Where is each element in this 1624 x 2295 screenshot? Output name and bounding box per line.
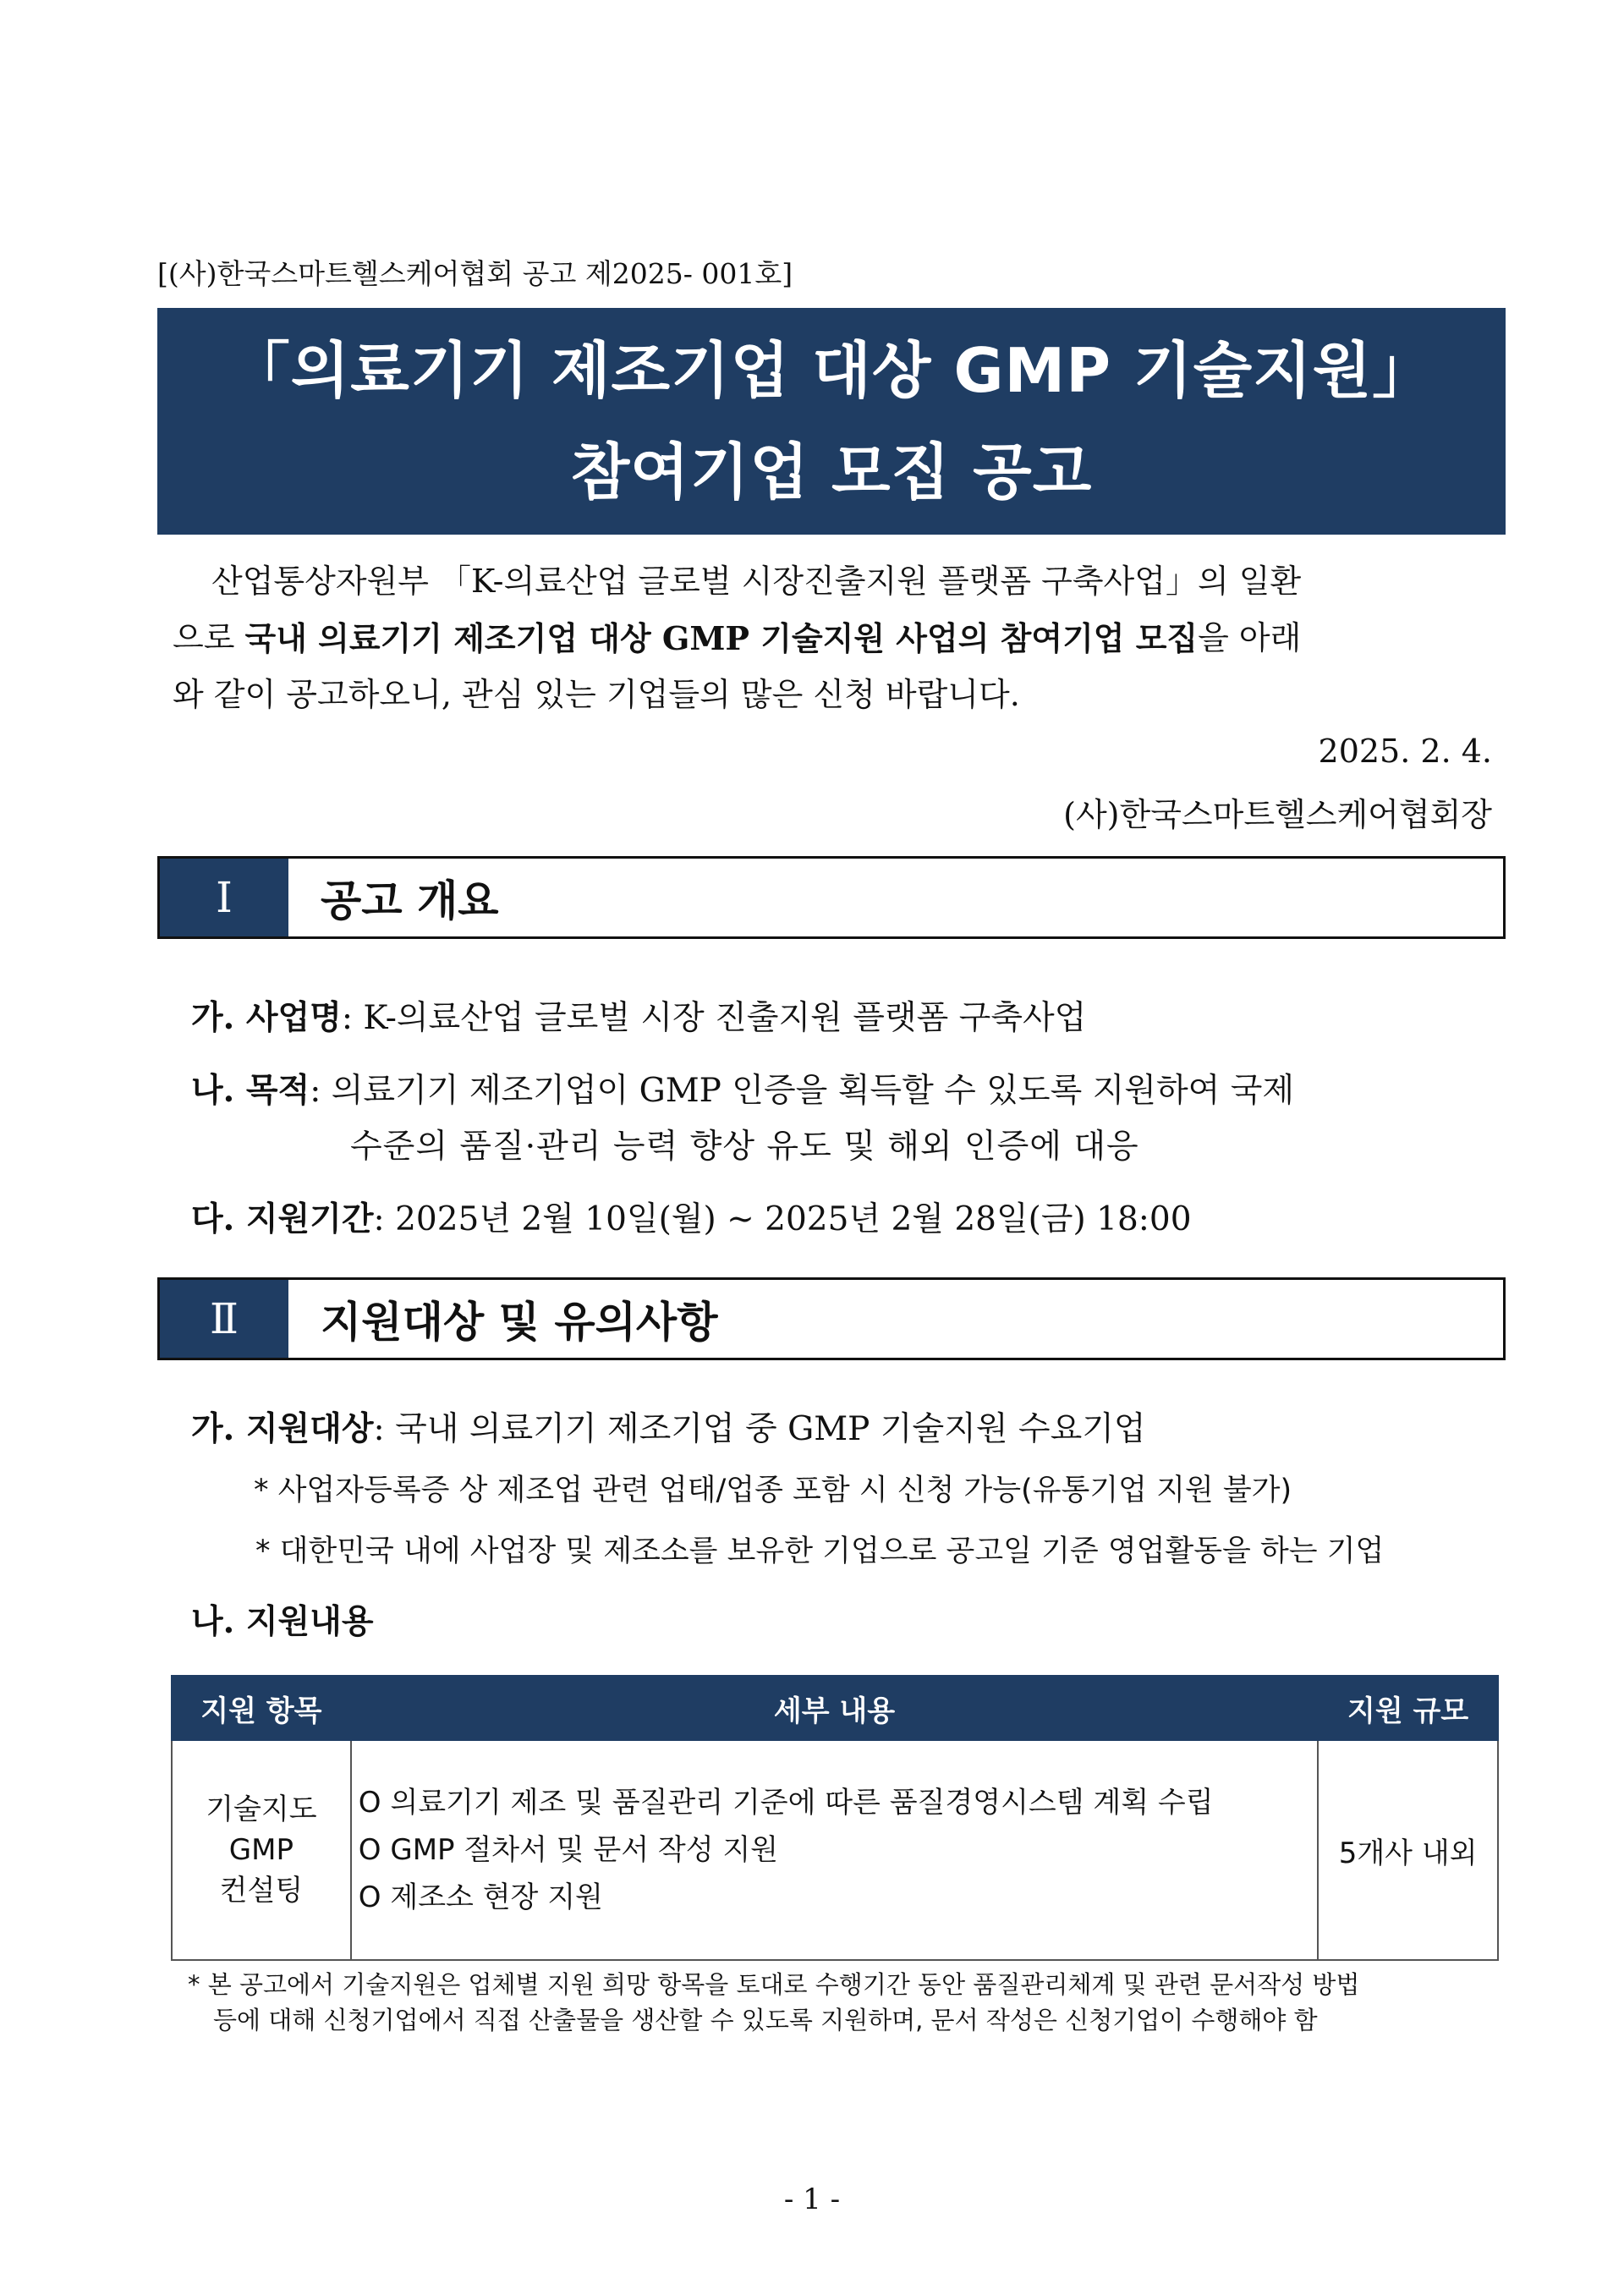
intro-text-2a: 으로 xyxy=(173,619,245,656)
section-1-number: Ⅰ xyxy=(160,859,288,936)
intro-line-2 xyxy=(173,610,1497,667)
section-2-header xyxy=(157,1277,1506,1360)
intro-line-1 xyxy=(173,553,1497,610)
footnote-line-1: * 본 공고에서 기술지원은 업체별 지원 희망 항목을 토대로 수행기간 동안 품질관리체계 및 관련 문서작성 방법 xyxy=(188,1970,1360,1999)
item-text: : K-의료산업 글로벌 시장 진출지원 플랫폼 구축사업 xyxy=(341,999,1087,1037)
section-1-title: 공고 개요 xyxy=(321,876,499,925)
item-project-name xyxy=(191,991,1086,1039)
cell-details xyxy=(351,1740,1318,1960)
intro-text-1: 산업통상자원부 「K-의료산업 글로벌 시장진출지원 플랫폼 구축사업」의 일환 xyxy=(211,563,1302,600)
table-header-row xyxy=(172,1676,1498,1740)
target-note-1: * 사업자등록증 상 제조업 관련 업태/업종 포함 시 신청 가능(유통기업 지원 불가) xyxy=(254,1474,1292,1507)
item-label: 가. 사업명 xyxy=(191,998,342,1037)
category-line: GMP xyxy=(228,1833,294,1867)
cell-category xyxy=(172,1740,351,1960)
notice-date: 2025. 2. 4. xyxy=(1318,733,1492,770)
item-text: : 2025년 2월 10일(월) ~ 2025년 2월 28일(금) 18:00 xyxy=(373,1200,1192,1238)
page-number: - 1 - xyxy=(783,2182,841,2216)
table-row xyxy=(172,1740,1498,1960)
title-line-1: 「의료기기 제조기업 대상 GMP 기술지원」 xyxy=(228,335,1435,406)
support-table xyxy=(171,1675,1499,1961)
footnote-line-2: 등에 대해 신청기업에서 직접 산출물을 생산할 수 있도록 지원하며, 문서 작성은 신청기업이 수행해야 함 xyxy=(213,2006,1318,2034)
category-line: 컨설팅 xyxy=(219,1874,304,1908)
detail-line: O 의료기기 제조 및 품질관리 기준에 따른 품질경영시스템 계획 수립 xyxy=(358,1786,1214,1820)
item-text: : 의료기기 제조기업이 GMP 인증을 획득할 수 있도록 지원하여 국제 xyxy=(310,1072,1295,1110)
intro-paragraph xyxy=(173,553,1497,723)
section-2-title: 지원대상 및 유의사항 xyxy=(321,1298,718,1347)
header-details: 세부 내용 xyxy=(351,1676,1318,1740)
item-label: 가. 지원대상 xyxy=(191,1409,374,1448)
item-label: 나. 지원내용 xyxy=(191,1602,374,1641)
item-target xyxy=(191,1403,1146,1450)
cell-scale: 5개사 내외 xyxy=(1318,1740,1498,1960)
item-purpose xyxy=(191,1064,1294,1112)
detail-line: O GMP 절차서 및 문서 작성 지원 xyxy=(358,1833,779,1867)
section-1-header xyxy=(157,856,1506,939)
intro-line-3 xyxy=(173,667,1497,723)
item-label: 다. 지원기간 xyxy=(191,1200,374,1238)
item-text: : 국내 의료기기 제조기업 중 GMP 기술지원 수요기업 xyxy=(373,1410,1146,1448)
item-purpose-continued: 수준의 품질·관리 능력 향상 유도 및 해외 인증에 대응 xyxy=(350,1128,1139,1166)
intro-text-2b: 을 아래 xyxy=(1198,619,1302,656)
footnote xyxy=(188,1967,1495,2038)
header-scale: 지원 규모 xyxy=(1318,1676,1498,1740)
item-period xyxy=(191,1193,1192,1240)
issuer: (사)한국스마트헬스케어협회장 xyxy=(1063,796,1492,833)
category-line: 기술지도 xyxy=(206,1793,317,1826)
item-content-label xyxy=(191,1595,374,1643)
section-2-number: Ⅱ xyxy=(160,1280,288,1358)
intro-text-3: 와 같이 공고하오니, 관심 있는 기업들의 많은 신청 바랍니다. xyxy=(173,676,1020,713)
target-note-2: * 대한민국 내에 사업장 및 제조소를 보유한 기업으로 공고일 기준 영업활동을 하는 기업 xyxy=(255,1535,1385,1568)
notice-number: [(사)한국스마트헬스케어협회 공고 제2025- 001호] xyxy=(157,257,793,290)
header-support-item: 지원 항목 xyxy=(172,1676,351,1740)
title-line-2: 참여기업 모집 공고 xyxy=(570,436,1093,508)
item-label: 나. 목적 xyxy=(191,1071,310,1110)
title-banner xyxy=(157,308,1506,535)
intro-bold-text: 국내 의료기기 제조기업 대상 GMP 기술지원 사업의 참여기업 모집 xyxy=(244,619,1199,657)
detail-line: O 제조소 현장 지원 xyxy=(358,1880,603,1914)
